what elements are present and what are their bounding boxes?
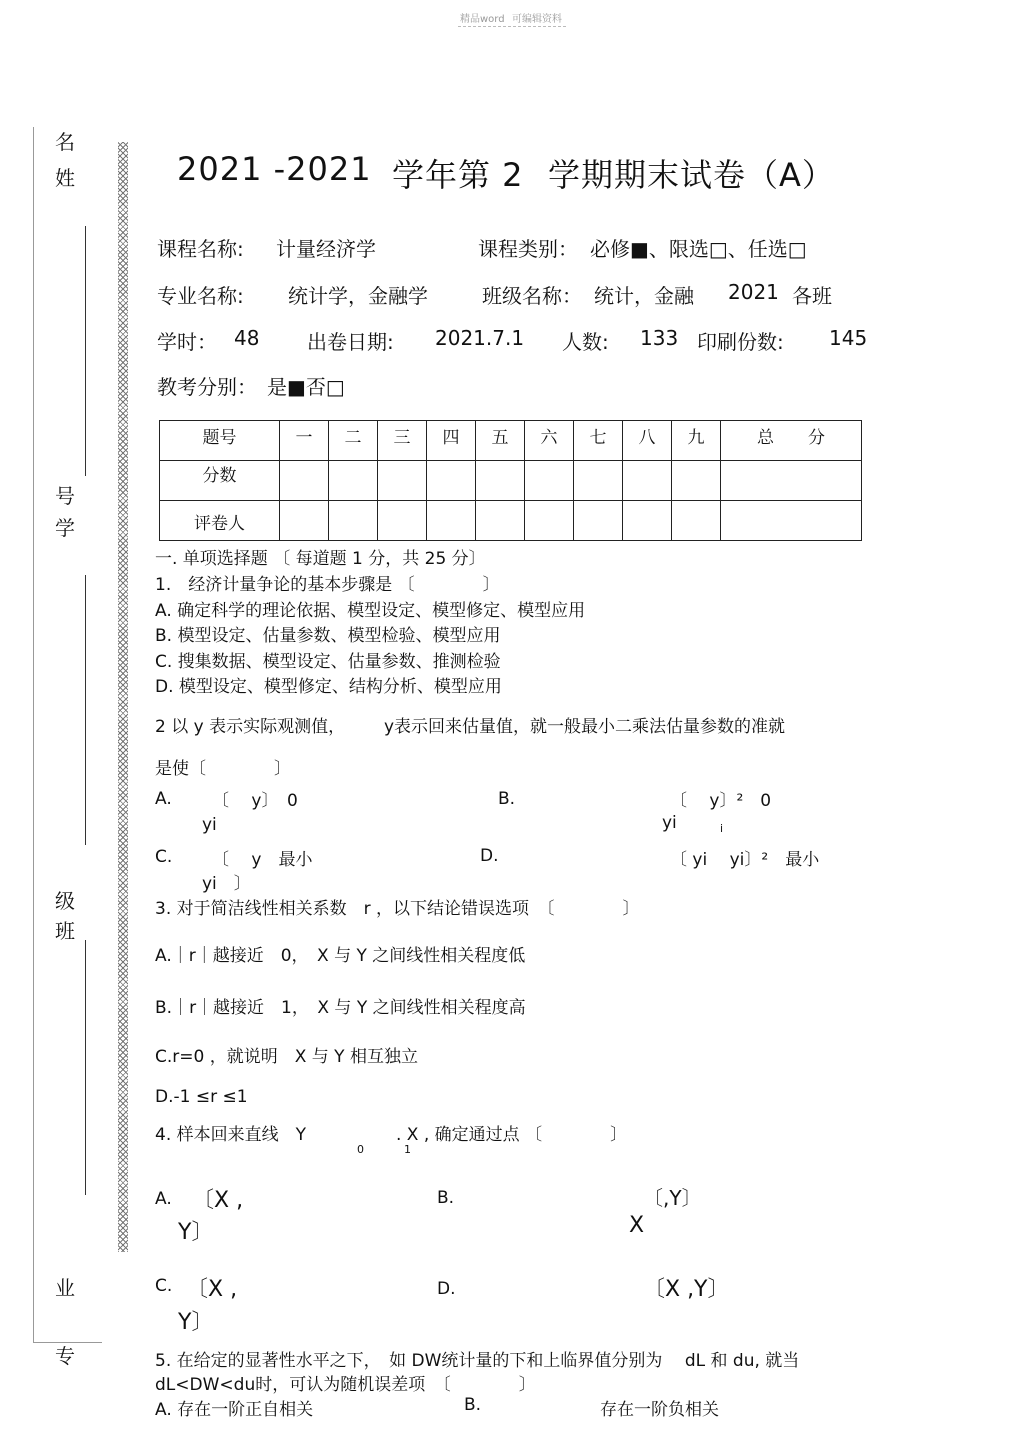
- header-left: 精品word: [460, 14, 505, 25]
- course-value: 计量经济学: [276, 237, 376, 261]
- q2-c-sub: yi 〕: [202, 874, 251, 894]
- sidebar-major-char-1: 业: [55, 1276, 75, 1300]
- q5-option-a: A. 存在一阶正自相关: [155, 1400, 314, 1420]
- q4-b-expr-2: X: [629, 1213, 645, 1238]
- q2-c-expr: 〔 y 最小: [212, 850, 313, 870]
- q2-stem-1: 2 以 y 表示实际观测值，: [155, 717, 346, 737]
- sidebar-name-char-2: 姓: [55, 166, 75, 190]
- score-header-4: 四: [427, 421, 476, 461]
- sidebar-class-char-2: 班: [55, 919, 75, 943]
- q1-option-a: A. 确定科学的理论依据、模型设定、模型修定、模型应用: [155, 601, 586, 621]
- score-header-8: 八: [623, 421, 672, 461]
- grader-row-label: 评卷人: [160, 501, 280, 541]
- header-right: 可编辑资料: [512, 14, 562, 25]
- q3-option-a: A.｜r｜越接近 0， X 与 Y 之间线性相关程度低: [155, 946, 526, 966]
- sidebar-id-char-1: 号: [55, 484, 75, 508]
- title-term: 学年第 2: [392, 156, 524, 194]
- sidebar-class-char-1: 级: [55, 889, 75, 913]
- class-label: 班级名称：: [482, 284, 582, 308]
- score-header-7: 七: [574, 421, 623, 461]
- q2-b-label: B.: [498, 789, 516, 809]
- q4-a-expr: 〔X ,: [192, 1188, 244, 1213]
- q5-b-label: B.: [464, 1395, 482, 1415]
- score-header-9: 九: [672, 421, 721, 461]
- major-value: 统计学，金融学: [288, 284, 428, 308]
- binding-line-1: [85, 226, 86, 476]
- print-label: 印刷份数:: [697, 330, 784, 354]
- print-value: 145: [829, 326, 868, 350]
- section-heading: 一. 单项选择题 〔 每道题 1 分，共 25 分〕: [155, 549, 486, 569]
- q2-a-label: A.: [155, 789, 172, 809]
- hours-label: 学时：: [157, 330, 217, 354]
- q4-c-label: C.: [155, 1276, 173, 1296]
- score-header-6: 六: [525, 421, 574, 461]
- score-header-5: 五: [476, 421, 525, 461]
- separate-label: 教考分别：: [157, 375, 257, 399]
- binding-line-2: [85, 575, 86, 845]
- date-value: 2021.7.1: [435, 326, 525, 350]
- title-year: 2021 -2021: [177, 150, 372, 188]
- q2-b-expr: 〔 y〕² 0: [670, 791, 772, 811]
- separate-value: 是■否□: [267, 375, 345, 399]
- sidebar-major-char-2: 专: [55, 1344, 75, 1368]
- hours-value: 48: [234, 326, 260, 350]
- q3-option-b: B.｜r｜越接近 1， X 与 Y 之间线性相关程度高: [155, 998, 526, 1018]
- q4-a-label: A.: [155, 1189, 172, 1209]
- q2-c-label: C.: [155, 847, 173, 867]
- q4-a-expr-2: Y〕: [178, 1220, 214, 1245]
- q4-b-label: B.: [437, 1188, 455, 1208]
- q3-stem: 3. 对于简洁线性相关系数 r ，以下结论错误选项 〔 〕: [155, 899, 640, 919]
- score-header-2: 二: [329, 421, 378, 461]
- q1-stem: 1. 经济计量争论的基本步骤是 〔 〕: [155, 575, 500, 595]
- q1-option-c: C. 搜集数据、模型设定、估量参数、推测检验: [155, 652, 501, 672]
- q2-d-expr: 〔 yi yi〕² 最小: [670, 850, 820, 870]
- q4-b-expr: 〔,Y〕: [643, 1186, 702, 1210]
- q2-d-label: D.: [480, 846, 499, 866]
- course-type-label: 课程类别：: [478, 237, 578, 261]
- score-header-3: 三: [378, 421, 427, 461]
- q2-stem-2: y表示回来估量值，就一般最小二乘法估量参数的准就: [384, 717, 786, 737]
- binding-strip: [33, 127, 102, 1343]
- score-header-total: 总 分: [721, 421, 862, 461]
- q2-b-sub2: i: [720, 822, 724, 835]
- sidebar-name-char-1: 名: [55, 130, 75, 154]
- q4-d-label: D.: [437, 1279, 456, 1299]
- sidebar-id-char-2: 学: [55, 516, 75, 540]
- count-label: 人数:: [562, 330, 609, 354]
- q3-option-c: C.r=0 ，就说明 X 与 Y 相互独立: [155, 1047, 418, 1067]
- q2-b-sub: yi: [662, 813, 677, 833]
- major-label: 专业名称:: [157, 284, 244, 308]
- class-suffix: 各班: [792, 284, 832, 308]
- q5-option-b: 存在一阶负相关: [600, 1400, 719, 1420]
- course-type-value: 必修■、限选□、任选□: [590, 237, 807, 261]
- score-header-number: 题号: [160, 421, 280, 461]
- binding-line-3: [85, 940, 86, 1195]
- binding-zigzag: [118, 142, 128, 1252]
- q4-d-expr: 〔X ,Y〕: [643, 1277, 730, 1302]
- q2-stem-3: 是使〔 〕: [155, 759, 291, 779]
- count-value: 133: [640, 326, 679, 350]
- score-header-1: 一: [280, 421, 329, 461]
- q3-option-d: D.-1 ≤r ≤1: [155, 1087, 248, 1107]
- q1-option-b: B. 模型设定、估量参数、模型检验、模型应用: [155, 626, 501, 646]
- title-exam: 学期期末试卷（A）: [548, 156, 835, 194]
- q5-stem-1: 5. 在给定的显著性水平之下， 如 DW统计量的下和上临界值分别为 dL 和 du, 就当: [155, 1351, 800, 1371]
- score-table: [159, 420, 862, 541]
- q4-c-expr: 〔X ,: [186, 1277, 238, 1302]
- header-divider: [458, 26, 566, 27]
- score-row-label: 分数: [160, 461, 280, 501]
- class-value: 统计，金融: [594, 284, 694, 308]
- date-label: 出卷日期:: [307, 330, 394, 354]
- q4-c-expr-2: Y〕: [178, 1310, 214, 1335]
- q1-option-d: D. 模型设定、模型修定、结构分析、模型应用: [155, 677, 502, 697]
- class-year: 2021: [728, 280, 779, 304]
- q5-stem-2: dL<DW<du时，可认为随机误差项 〔 〕: [155, 1375, 536, 1395]
- q4-sub-0: 0: [357, 1143, 364, 1156]
- q2-a-sub: yi: [202, 815, 217, 835]
- q2-a-expr: 〔 y〕 0: [212, 791, 298, 811]
- q4-stem-1: 4. 样本回来直线 Y: [155, 1125, 307, 1145]
- q4-stem-2: . X , 确定通过点 〔 〕: [396, 1125, 628, 1145]
- course-label: 课程名称:: [157, 237, 244, 261]
- q4-sub-1: 1: [404, 1143, 411, 1156]
